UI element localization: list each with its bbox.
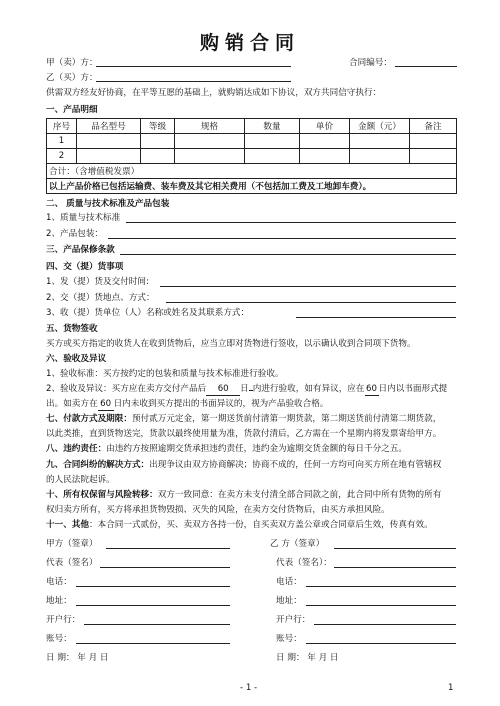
page-number: - 1 - <box>240 683 258 693</box>
table-cell[interactable] <box>141 134 175 149</box>
buyer-seal-field[interactable] <box>334 548 456 549</box>
seller-rep-label: 代表（签名） <box>46 558 98 568</box>
buyer-bank-label: 开户行： <box>276 615 311 625</box>
section2-heading: 二、 质量与技术标准及产品包装 <box>46 199 170 209</box>
delivery-time-label: 1、发（提）货及交付时间: <box>46 277 149 287</box>
objection-text-b: 日 <box>240 384 249 394</box>
quality-standard-field[interactable] <box>126 222 456 223</box>
header-cell: 单价 <box>300 119 350 134</box>
buyer-seal-label: 乙 方（签章） <box>270 539 325 549</box>
seller-seal-label: 甲方（签章） <box>46 539 98 549</box>
price-note: 以上产品价格已包括运输费、装车费及其它相关费用（不包括加工费及工地卸车费）。 <box>47 179 457 194</box>
section6-heading: 六、验收及异议 <box>46 354 107 364</box>
seller-seal-field[interactable] <box>106 548 230 549</box>
seller-label: 甲（卖）方： <box>46 58 98 68</box>
table-cell[interactable] <box>141 149 175 164</box>
delivery-place-field[interactable] <box>166 302 456 303</box>
section9-heading: 九、合同纠纷的解决方式： <box>46 460 150 470</box>
seller-bank-field[interactable] <box>84 624 230 625</box>
page-index: 1 <box>448 683 454 693</box>
delivery-time-field[interactable] <box>160 286 456 287</box>
acceptance-days: 60 <box>206 384 240 396</box>
buyer-rep-field[interactable] <box>334 567 456 568</box>
packaging-label: 2、产品包装： <box>46 229 104 239</box>
dispute-text: 出现争议由双方协商解决；协商不成的，任何一方均可向买方所在地有管辖权 <box>149 460 442 470</box>
contract-title: 购销合同 <box>199 32 300 54</box>
buyer-rep-label: 代表（签名）： <box>276 558 332 568</box>
objection-text-d: 日内以书面形式提 <box>378 384 448 394</box>
seller-date: 日 期： 年 月 日 <box>46 653 109 663</box>
table-cell[interactable] <box>77 149 141 164</box>
section1-heading: 一、产品明细 <box>46 105 98 115</box>
section4-heading: 四、交（提）货事项 <box>46 262 124 272</box>
other-text: ：本合同一式贰份，买、卖双方各持一份，自买卖双方盖公章或合同章后生效，传真有效。 <box>88 520 433 530</box>
total-row <box>47 164 457 179</box>
objection-days: 60 <box>366 384 377 394</box>
seller-rep-field[interactable] <box>100 567 230 568</box>
buyer-address-field[interactable] <box>306 605 456 606</box>
section5-heading: 五、货物签收 <box>46 324 98 334</box>
ownership-line1 <box>46 490 441 501</box>
reply-days: 60 <box>98 399 114 411</box>
objection-text-c: 内进行验收，如有异议，应在 <box>252 384 365 394</box>
buyer-field[interactable] <box>96 81 291 82</box>
total-label: 合计：（含增值税发票） <box>47 164 457 179</box>
seller-phone-label: 电话： <box>46 577 72 587</box>
receiver-label: 3、收（提）货单位（人）名称或姓名及其联系方式： <box>46 308 250 318</box>
table-cell[interactable] <box>350 134 410 149</box>
note-row <box>47 179 457 194</box>
seller-address-label: 地址： <box>46 596 72 606</box>
header-cell: 等级 <box>141 119 175 134</box>
buyer-account-field[interactable] <box>306 643 456 644</box>
table-cell[interactable] <box>245 149 300 164</box>
payment-line2: 以此类推，直到货物送完，货款以最终使用量为准，货款付清后，乙方需在一个星期内将发票寄给甲方。 <box>46 429 442 439</box>
acceptance-objection-line1 <box>46 384 447 396</box>
row-number: 2 <box>47 149 77 164</box>
table-cell[interactable] <box>175 149 245 164</box>
dispute-line1 <box>46 460 441 471</box>
section10-heading: 十、所有权保留与风险转移： <box>46 490 158 500</box>
header-cell: 规格 <box>175 119 245 134</box>
table-header-row <box>47 119 457 134</box>
table-cell[interactable] <box>350 149 410 164</box>
section3-heading: 三、产品保修条款 <box>46 245 115 255</box>
acceptance-standard: 1、验收标准：买方按约定的包装和质量与技术标准进行验收。 <box>46 369 284 379</box>
section8-heading: 八、违约责任： <box>46 444 107 454</box>
row-number: 1 <box>47 134 77 149</box>
seller-address-field[interactable] <box>76 605 230 606</box>
section7-heading: 七、付款方式及期限： <box>46 414 132 424</box>
seller-phone-field[interactable] <box>76 586 230 587</box>
objection-text-e: 出。如卖方在 <box>46 399 98 409</box>
liability-text: 由违约方按照逾期交货承担违约责任，违约金为逾期交货金额的每日千分之五。 <box>106 444 407 454</box>
table-row <box>47 134 457 149</box>
buyer-bank-field[interactable] <box>314 624 456 625</box>
delivery-place-label: 2、交（提）货地点、方式： <box>46 293 155 303</box>
table-cell[interactable] <box>77 134 141 149</box>
section11-heading: 十一、其他 <box>46 520 89 530</box>
table-cell[interactable] <box>300 149 350 164</box>
header-cell: 数量 <box>245 119 300 134</box>
table-cell[interactable] <box>245 134 300 149</box>
contract-no-field[interactable] <box>395 66 457 67</box>
warranty-field[interactable] <box>120 254 456 255</box>
product-table <box>46 118 457 194</box>
other-line <box>46 520 433 531</box>
seller-bank-label: 开户行： <box>46 615 81 625</box>
payment-text: 预付贰万元定金，第一期送货前付清第一期货款，第二期送货前付清第二期货款， <box>131 414 442 424</box>
receipt-text: 买方或买方指定的收货人在收到货物后，应当立即对货物进行签收，以示确认收到合同项下货物。 <box>46 339 416 349</box>
acceptance-objection-line2 <box>46 399 328 411</box>
buyer-phone-field[interactable] <box>306 586 456 587</box>
table-cell[interactable] <box>410 149 457 164</box>
seller-account-label: 账号： <box>46 634 72 644</box>
buyer-account-label: 账号： <box>276 634 302 644</box>
packaging-field[interactable] <box>108 238 456 239</box>
header-cell: 备注 <box>410 119 457 134</box>
seller-field[interactable] <box>96 66 291 67</box>
buyer-address-label: 地址： <box>276 596 302 606</box>
buyer-phone-label: 电话： <box>276 577 302 587</box>
payment-line1 <box>46 414 441 425</box>
receiver-field[interactable] <box>296 317 456 318</box>
liability-line <box>46 444 407 455</box>
table-row <box>47 149 457 164</box>
header-cell: 品名型号 <box>77 119 141 134</box>
intro-text: 供需双方经友好协商，在平等互愿的基础上，就购销达成如下协议，双方共同信守执行： <box>46 88 382 98</box>
quality-standard-label: 1、质量与技术标准 <box>46 213 121 223</box>
objection-text-a: 2、验收及异议：买方应在卖方交付产品后 <box>46 384 207 394</box>
buyer-date: 日 期： 年 月 日 <box>276 653 339 663</box>
table-cell[interactable] <box>410 134 457 149</box>
table-cell[interactable] <box>300 134 350 149</box>
table-cell[interactable] <box>175 134 245 149</box>
ownership-line2: 权归卖方所有，买方将承担货物毁损、灭失的风险，在卖方交付货物后，由买方承担风险。 <box>46 505 390 515</box>
header-cell: 序号 <box>47 119 77 134</box>
objection-text-f: 日内未收到买方提出的书面异议的，视为产品验收合格。 <box>113 399 329 409</box>
seller-account-field[interactable] <box>76 643 230 644</box>
buyer-label: 乙（买）方： <box>46 73 98 83</box>
contract-no-label: 合同编号： <box>349 58 392 68</box>
header-cell: 金额（元） <box>350 119 410 134</box>
ownership-text: 双方一致同意：在卖方未支付清全部合同款之前，此合同中所有货物的所有 <box>157 490 442 500</box>
dispute-line2: 的人民法院起诉。 <box>46 475 115 485</box>
